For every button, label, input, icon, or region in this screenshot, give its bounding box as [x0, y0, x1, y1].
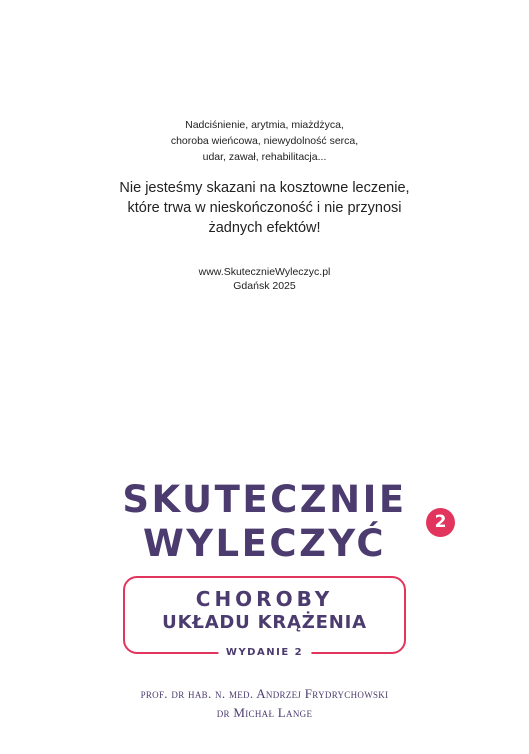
author-line-2: dr Michał Lange — [216, 705, 313, 720]
place-year: Gdańsk 2025 — [233, 280, 296, 292]
statement-line: Nie jesteśmy skazani na kosztowne leczenie, — [119, 180, 410, 196]
intro-list — [0, 117, 529, 165]
website-url: www.SkutecznieWyleczyc.pl — [198, 266, 331, 278]
title-line-2: WYLECZYĆ — [142, 522, 387, 565]
statement — [0, 178, 529, 238]
edition-label: WYDANIE 2 — [218, 646, 311, 660]
publisher-info — [0, 265, 529, 293]
title-line-1: SKUTECZNIE — [122, 478, 407, 521]
intro-line: Nadciśnienie, arytmia, miażdżyca, — [185, 119, 344, 131]
subtitle-box — [123, 576, 406, 658]
intro-line: choroba wieńcowa, niewydolność serca, — [170, 135, 359, 147]
subtitle-line-2: UKŁADU KRĄŻENIA — [162, 612, 367, 633]
edition-number-badge: 2 — [426, 508, 455, 537]
authors — [0, 684, 529, 722]
statement-line: które trwa w nieskończoność i nie przynosi — [127, 200, 402, 216]
subtitle-line-1: CHOROBY — [195, 587, 334, 611]
statement-line: żadnych efektów! — [208, 220, 321, 236]
intro-line: udar, zawał, rehabilitacja... — [202, 151, 327, 163]
author-line-1: prof. dr hab. n. med. Andrzej Frydrychowski — [140, 686, 389, 701]
